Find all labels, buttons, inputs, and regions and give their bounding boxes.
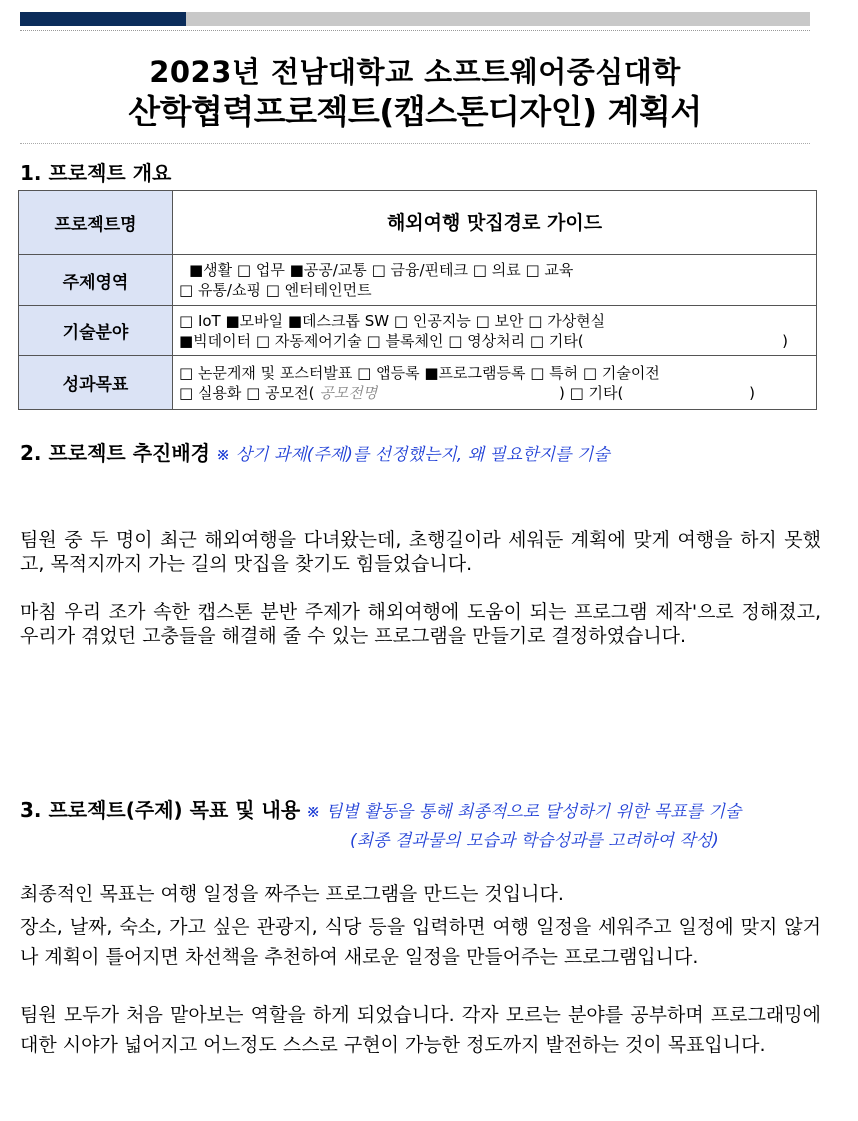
divider bbox=[20, 143, 810, 144]
tech-field-label: 기술분야 bbox=[19, 306, 173, 356]
contest-other-label: ) □ 기타( bbox=[559, 383, 624, 402]
section2-heading: 2. 프로젝트 추진배경 bbox=[20, 441, 210, 465]
tech-options-line1: □ IoT ■모바일 ■데스크톱 SW □ 인공지능 □ 보안 □ 가상현실 bbox=[179, 311, 606, 330]
header-progress-fill bbox=[20, 12, 186, 26]
goal-options-line2: □ 실용화 □ 공모전( bbox=[179, 383, 315, 402]
domain-value bbox=[173, 255, 817, 306]
goal-label: 성과목표 bbox=[19, 356, 173, 410]
project-name-value: 해외여행 맛집경로 가이드 bbox=[173, 191, 817, 255]
section1-heading: 1. 프로젝트 개요 bbox=[20, 161, 172, 185]
document-title-line1: 2023년 전남대학교 소프트웨어중심대학 bbox=[149, 55, 681, 89]
section3-heading-row bbox=[20, 794, 741, 823]
tech-field-value bbox=[173, 306, 817, 356]
header-progress-bar bbox=[20, 12, 810, 26]
tech-other-close: ) bbox=[782, 331, 788, 350]
document-title-line2: 산학협력프로젝트(캡스톤디자인) 계획서 bbox=[128, 92, 702, 131]
domain-label: 주제영역 bbox=[19, 255, 173, 306]
goal-other-close: ) bbox=[749, 383, 755, 402]
section2-note: ※ 상기 과제(주제)를 선정했는지, 왜 필요한지를 기술 bbox=[216, 445, 610, 465]
section3-note-2: (최종 결과물의 모습과 학습성과를 고려하여 작성) bbox=[350, 831, 719, 851]
tech-options-line2: ■빅데이터 □ 자동제어기술 □ 블록체인 □ 영상처리 □ 기타( bbox=[179, 331, 584, 350]
section3-paragraph-2: 장소, 날짜, 숙소, 가고 싶은 관광지, 식당 등을 입력하면 여행 일정을 세워주고 일정에 맞지 않거나 계획이 틀어지면 차선책을 추천하여 새로운 일정을 만들어주는 프로그램입니다. bbox=[20, 916, 821, 968]
goal-options-line1: □ 논문게재 및 포스터발표 □ 앱등록 ■프로그램등록 □ 특허 □ 기술이전 bbox=[179, 363, 660, 382]
goal-value bbox=[173, 356, 817, 410]
domain-options-line2: □ 유통/쇼핑 □ 엔터테인먼트 bbox=[179, 281, 372, 299]
section3-heading: 3. 프로젝트(주제) 목표 및 내용 bbox=[20, 798, 301, 822]
project-name-label: 프로젝트명 bbox=[19, 191, 173, 255]
section2-paragraph-1: 팀원 중 두 명이 최근 해외여행을 다녀왔는데, 초행길이라 세워둔 계획에 맞게 여행을 하지 못했고, 목적지까지 가는 길의 맛집을 찾기도 힘들었습니다. bbox=[20, 529, 821, 575]
section3-paragraph-1: 최종적인 목표는 여행 일정을 짜주는 프로그램을 만드는 것입니다. bbox=[20, 883, 564, 905]
section3-note-1: ※ 팀별 활동을 통해 최종적으로 달성하기 위한 목표를 기술 bbox=[306, 802, 742, 822]
project-overview-table bbox=[18, 190, 817, 410]
contest-name-placeholder: 공모전명 bbox=[319, 383, 378, 402]
domain-options-line1: ■생활 □ 업무 ■공공/교통 □ 금융/핀테크 □ 의료 □ 교육 bbox=[189, 261, 574, 279]
divider bbox=[20, 30, 810, 31]
section2-paragraph-2: 마침 우리 조가 속한 캡스톤 분반 주제가 해외여행에 도움이 되는 프로그램 제작'으로 정해졌고, 우리가 겪었던 고충들을 해결해 줄 수 있는 프로그램을 만들기로 결정하였습니다. bbox=[20, 601, 821, 647]
section3-paragraph-3: 팀원 모두가 처음 맡아보는 역할을 하게 되었습니다. 각자 모르는 분야를 공부하며 프로그래밍에 대한 시야가 넓어지고 어느정도 스스로 구현이 가능한 정도까지 발전하는 것이 목표입니다. bbox=[20, 1004, 821, 1056]
section2-heading-row bbox=[20, 437, 610, 466]
